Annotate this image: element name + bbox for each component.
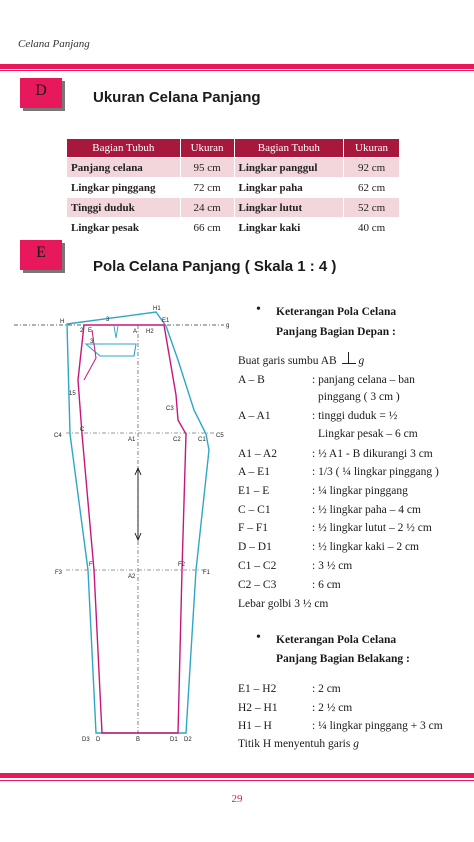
table-row	[67, 158, 400, 178]
back-notes-subheading: Panjang Bagian Belakang :	[276, 653, 410, 665]
table-cell: Panjang celana	[67, 158, 181, 178]
table-row	[67, 178, 400, 198]
intro-g: g	[358, 355, 365, 367]
label-d: D	[96, 737, 101, 743]
label-h: H	[60, 319, 65, 325]
table-cell: 52 cm	[344, 198, 400, 218]
label-e1: E1	[162, 318, 170, 324]
label-f2: F2	[178, 562, 186, 568]
bullet-icon: •	[256, 302, 261, 317]
table-header: Bagian Tubuh	[234, 139, 344, 158]
label-3b: 3	[90, 339, 94, 345]
label-c: C	[80, 427, 85, 433]
section-e-badge: E	[20, 240, 62, 270]
page-number: 29	[231, 793, 243, 805]
table-cell: Lingkar lutut	[234, 198, 344, 218]
bottom-rule-thin	[0, 780, 474, 781]
label-c4: C4	[54, 433, 62, 439]
table-row	[67, 218, 400, 238]
section-e-title: Pola Celana Panjang ( Skala 1 : 4 )	[93, 258, 337, 275]
pocket-outline	[86, 344, 136, 356]
table-cell: 62 cm	[344, 178, 400, 198]
table-cell: 66 cm	[180, 218, 234, 238]
label-c2: C2	[173, 437, 181, 443]
label-f: F	[89, 562, 93, 568]
label-d3: D3	[82, 737, 90, 743]
label-b: B	[136, 737, 141, 743]
front-notes-heading: Keterangan Pola Celana	[276, 306, 397, 318]
table-cell: Lingkar pinggang	[67, 178, 181, 198]
label-a: A	[133, 329, 138, 335]
table-cell: 40 cm	[344, 218, 400, 238]
table-header: Bagian Tubuh	[67, 139, 181, 158]
label-d2: D2	[184, 737, 192, 743]
table-cell: Lingkar kaki	[234, 218, 344, 238]
label-f3: F3	[55, 570, 63, 576]
table-header-row	[67, 139, 400, 158]
section-d-title: Ukuran Celana Panjang	[93, 89, 261, 106]
label-a2: A2	[128, 574, 136, 580]
dart	[114, 326, 118, 338]
front-notes-subheading: Panjang Bagian Depan :	[276, 326, 396, 338]
table-row	[67, 198, 400, 218]
label-h2: H2	[146, 329, 154, 335]
table-header: Ukuran	[344, 139, 400, 158]
front-notes-footer: Lebar golbi 3 ½ cm	[238, 598, 329, 610]
perpendicular-icon	[342, 354, 356, 364]
table-cell: Lingkar panggul	[234, 158, 344, 178]
table-cell: 92 cm	[344, 158, 400, 178]
label-f1: F1	[203, 570, 211, 576]
label-c3: C3	[166, 406, 174, 412]
front-notes: • Keterangan Pola Celana Panjang Bagian Depan : Buat garis sumbu AB g A – B : panjang celana – ban pinggang ( 3 cm ) A – A1 : tinggi duduk = ½ Lingkar pesak – 6 cm A1 – A2 : ½ A1 - B dikurangi 3 cm A – E1 : 1/3 ( ¼ lingkar pinggang ) E1 – E : ¼ lingkar pinggang C – C1 : ½ lingkar paha – 4 cm F – F1 : ½ lingkar lutut – 2 ½ cm D – D1 : ½ lingkar kaki – 2 cm C1 – C2 : 3 ½ cm C2 – C3 : 6 cm Lebar golbi 3 ½ cm	[238, 302, 439, 610]
back-notes: • Keterangan Pola Celana Panjang Bagian Belakang : E1 – H2 : 2 cm H2 – H1 : 2 ½ cm H1 – H : ¼ lingkar pinggang + 3 cm Titik H menyentuh garis g	[238, 630, 443, 750]
table-cell: 72 cm	[180, 178, 234, 198]
table-header: Ukuran	[180, 139, 234, 158]
label-a1: A1	[128, 437, 136, 443]
table-cell: Lingkar paha	[234, 178, 344, 198]
intro-text: Buat garis sumbu AB	[238, 355, 337, 367]
label-g: g	[226, 323, 230, 329]
label-e: E	[88, 328, 93, 334]
label-c5: C5	[216, 433, 224, 439]
back-notes-footer: Titik H menyentuh garis g	[238, 738, 359, 750]
label-h1: H1	[153, 306, 161, 312]
bullet-icon: •	[256, 630, 261, 645]
label-15: 15	[69, 391, 76, 397]
label-2: 2	[80, 328, 84, 334]
top-rule-thin	[0, 70, 474, 71]
front-pattern-outline	[78, 325, 186, 733]
label-3: 3	[106, 317, 110, 323]
section-d-badge: D	[20, 78, 62, 108]
bottom-rule	[0, 773, 474, 778]
table-cell: 95 cm	[180, 158, 234, 178]
size-table	[66, 138, 400, 238]
top-rule	[0, 64, 474, 69]
table-cell: Lingkar pesak	[67, 218, 181, 238]
fly-curve	[84, 330, 96, 380]
running-head: Celana Panjang	[18, 38, 90, 50]
back-notes-heading: Keterangan Pola Celana	[276, 634, 397, 646]
label-d1: D1	[170, 737, 178, 743]
front-notes-intro	[238, 354, 364, 367]
table-cell: 24 cm	[180, 198, 234, 218]
trouser-pattern-diagram	[10, 300, 234, 750]
table-cell: Tinggi duduk	[67, 198, 181, 218]
label-c1: C1	[198, 437, 206, 443]
